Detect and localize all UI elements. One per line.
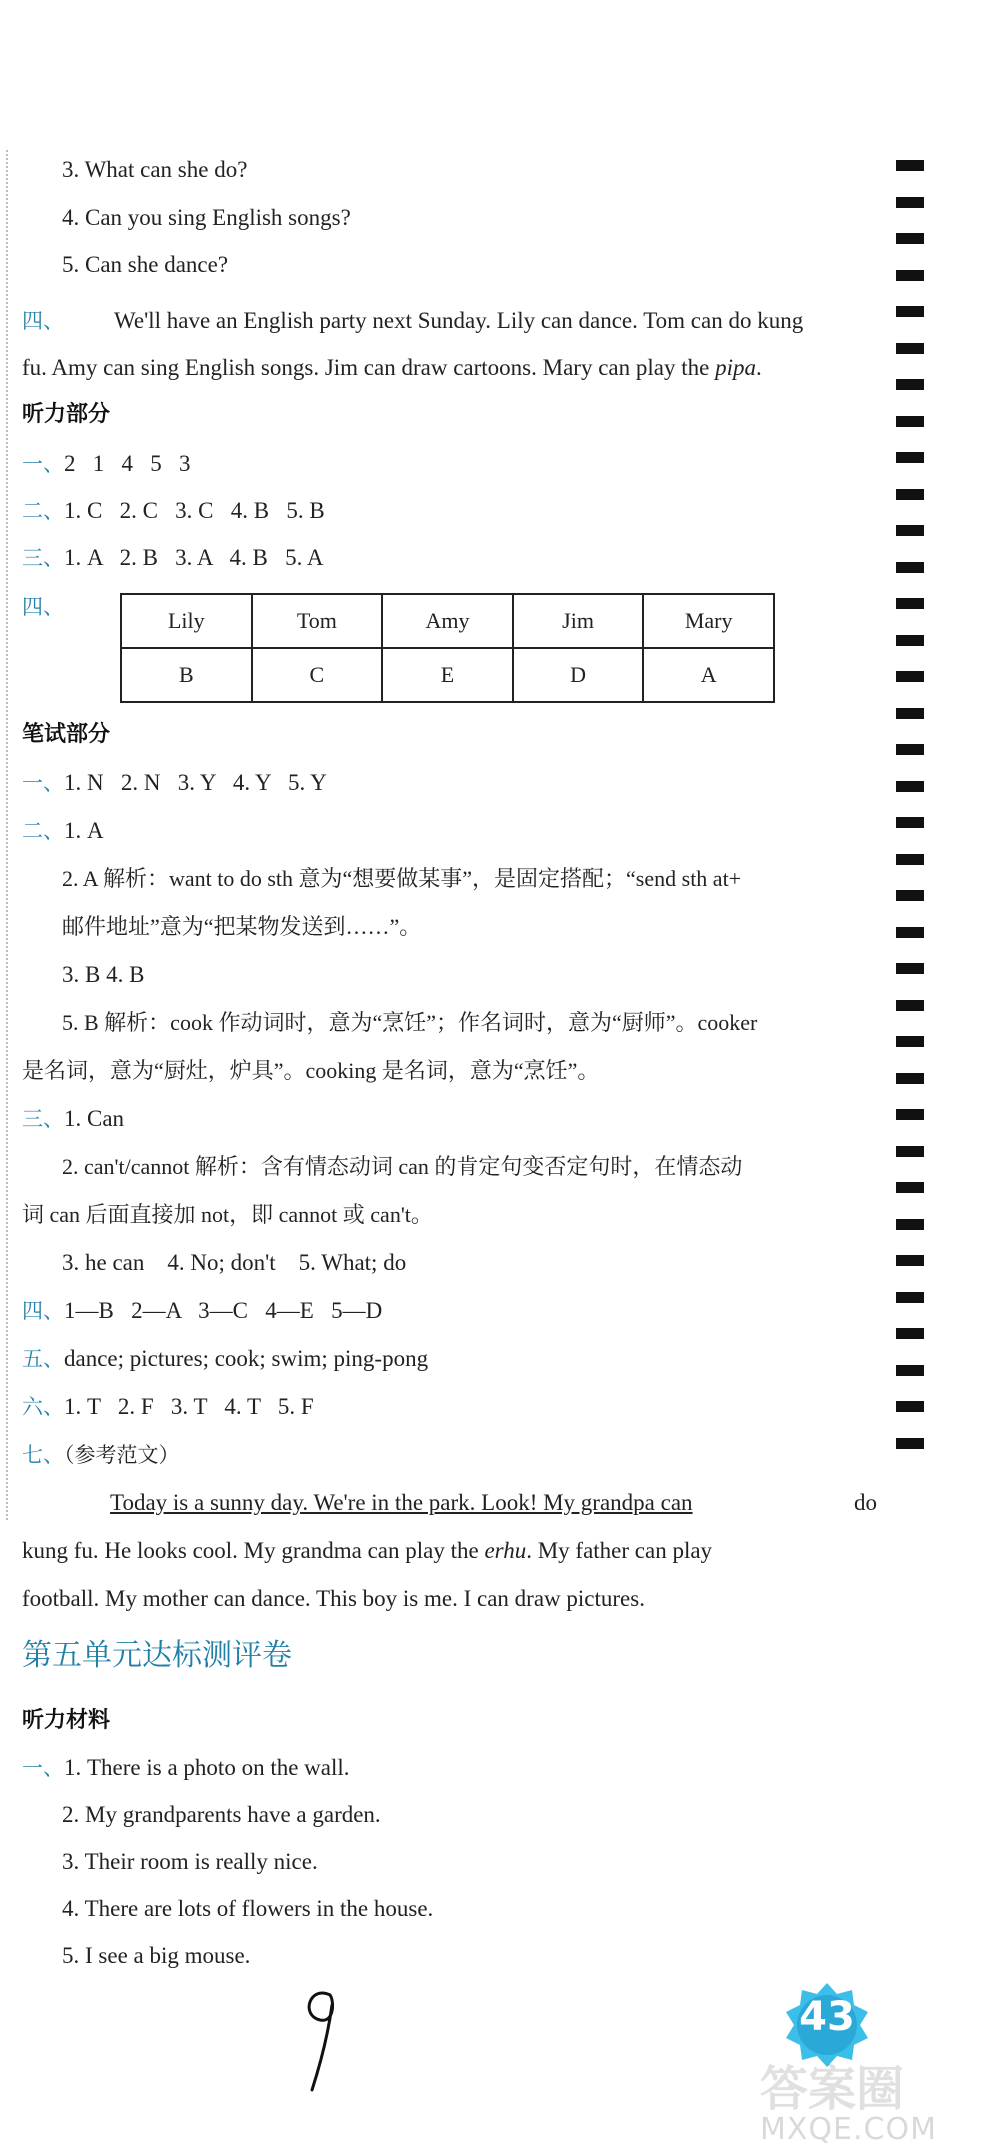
essay-line-1: [22, 1488, 877, 1518]
binding-mark: [896, 1255, 924, 1266]
passage-italic-word: pipa: [715, 355, 756, 380]
handwritten-mark: [290, 1975, 350, 2095]
written-answer-2d-line2: 是名词，意为“厨灶，炉具”。cooking 是名词，意为“烹饪”。: [22, 1058, 600, 1083]
passage-text-2: fu. Amy can sing English songs. Jim can draw cartoons. Mary can play the: [22, 355, 716, 380]
binding-mark: [896, 1146, 924, 1157]
binding-mark: [896, 306, 924, 317]
listening-heading: 听力部分: [22, 402, 111, 427]
table-cell: Lily: [121, 594, 252, 648]
page-edge-dotted: [6, 150, 8, 1520]
passage-period: .: [755, 355, 762, 380]
binding-mark: [896, 1036, 924, 1047]
unit5-sentence-1: [22, 1753, 350, 1783]
label-three: 三、: [22, 546, 64, 570]
reference-note: （参考范文）: [64, 1443, 180, 1467]
binding-mark: [896, 1000, 924, 1011]
watermark-text-1: 答案圈: [760, 2061, 905, 2117]
unit5-sentence-4: 4. There are lots of flowers in the house.: [62, 1896, 434, 1921]
sentence-text: 1. There is a photo on the wall.: [64, 1755, 350, 1780]
binding-mark: [896, 452, 924, 463]
written-answer-2b-line2: 邮件地址”意为“把某物发送到……”。: [62, 914, 422, 939]
question-4: 4. Can you sing English songs?: [62, 205, 351, 230]
binding-mark: [896, 854, 924, 865]
binding-mark: [896, 562, 924, 573]
table-row: [121, 648, 774, 702]
table-cell: A: [643, 648, 774, 702]
binding-mark: [896, 525, 924, 536]
unit5-sentence-2: 2. My grandparents have a garden.: [62, 1802, 381, 1827]
table-cell: E: [382, 648, 513, 702]
label-two: 二、: [22, 499, 64, 523]
binding-mark: [896, 671, 924, 682]
binding-mark: [896, 1365, 924, 1376]
table-cell: Jim: [513, 594, 644, 648]
written-answer-2d-line1: 5. B 解析：cook 作动词时，意为“烹饪”；作名词时，意为“厨师”。cooker: [62, 1010, 758, 1035]
written-answer-1: [22, 768, 327, 798]
answer-text: 1. N 2. N 3. Y 4. Y 5. Y: [64, 770, 327, 795]
binding-mark: [896, 781, 924, 792]
written-answer-3b-line1: 2. can't/cannot 解析：含有情态动词 can 的肯定句变否定句时，在情态动: [62, 1154, 743, 1179]
label-five: 五、: [22, 1347, 64, 1371]
written-answer-6: [22, 1392, 314, 1422]
table-header-row: [121, 594, 774, 648]
written-answer-5: [22, 1344, 428, 1374]
label-four: 四、: [22, 1299, 64, 1323]
label-six: 六、: [22, 1395, 64, 1419]
binding-marks: [896, 160, 926, 1474]
listening-answer-3: [22, 543, 323, 573]
label-seven: 七、: [22, 1443, 64, 1467]
table-cell: D: [513, 648, 644, 702]
unit5-heading: 听力材料: [22, 1708, 111, 1733]
listening-answer-2: [22, 496, 325, 526]
binding-mark: [896, 233, 924, 244]
written-answer-2b-line1: 2. A 解析：want to do sth 意为“想要做某事”，是固定搭配；“send sth at+: [62, 866, 742, 891]
binding-mark: [896, 598, 924, 609]
watermark-logo: [720, 2050, 990, 2150]
binding-mark: [896, 927, 924, 938]
answer-text: 2 1 4 5 3: [64, 451, 191, 476]
binding-mark: [896, 379, 924, 390]
part4-passage-line2: [22, 353, 762, 383]
table-cell: C: [252, 648, 383, 702]
table-cell: Amy: [382, 594, 513, 648]
binding-mark: [896, 343, 924, 354]
answer-text: 1. A 2. B 3. A 4. B 5. A: [64, 545, 324, 570]
page-number: 43: [799, 1994, 855, 2040]
watermark-text-2: MXQE.COM: [760, 2112, 937, 2147]
binding-mark: [896, 197, 924, 208]
label-one: 一、: [22, 452, 64, 476]
binding-mark: [896, 963, 924, 974]
binding-mark: [896, 1182, 924, 1193]
binding-mark: [896, 1292, 924, 1303]
label-one: 一、: [22, 1756, 64, 1780]
binding-mark: [896, 1328, 924, 1339]
binding-mark: [896, 270, 924, 281]
binding-mark: [896, 1438, 924, 1449]
binding-mark: [896, 160, 924, 171]
answer-text: dance; pictures; cook; swim; ping-pong: [64, 1346, 429, 1371]
question-3: 3. What can she do?: [62, 157, 248, 182]
written-answer-7-label: [22, 1440, 180, 1470]
answer-text: 1. T 2. F 3. T 4. T 5. F: [64, 1394, 314, 1419]
table-cell: Mary: [643, 594, 774, 648]
label-two: 二、: [22, 819, 64, 843]
question-5: 5. Can she dance?: [62, 252, 229, 277]
binding-mark: [896, 416, 924, 427]
binding-mark: [896, 1109, 924, 1120]
table-cell: Tom: [252, 594, 383, 648]
binding-mark: [896, 744, 924, 755]
written-heading: 笔试部分: [22, 722, 111, 747]
binding-mark: [896, 890, 924, 901]
binding-mark: [896, 1073, 924, 1084]
binding-mark: [896, 635, 924, 646]
listening-answer-4-label: [22, 592, 64, 622]
answer-text: 1. Can: [64, 1106, 125, 1131]
written-answer-4: [22, 1296, 382, 1326]
essay-underlined: Today is a sunny day. We're in the park. Look! My grandpa can: [110, 1490, 693, 1515]
written-answer-2a: [22, 816, 104, 846]
unit5-sentence-3: 3. Their room is really nice.: [62, 1849, 318, 1874]
answer-text: 1. A: [64, 818, 104, 843]
essay-line-3: football. My mother can dance. This boy is me. I can draw pictures.: [22, 1586, 645, 1611]
written-answer-2c: 3. B 4. B: [62, 962, 145, 987]
binding-mark: [896, 1219, 924, 1230]
unit5-sentence-5: 5. I see a big mouse.: [62, 1943, 251, 1968]
unit5-title: 第五单元达标测评卷: [22, 1638, 292, 1673]
essay-text: kung fu. He looks cool. My grandma can play the: [22, 1538, 485, 1563]
written-answer-3c: 3. he can 4. No; don't 5. What; do: [62, 1250, 407, 1275]
binding-mark: [896, 708, 924, 719]
label-four: 四、: [22, 595, 64, 619]
label-three: 三、: [22, 1107, 64, 1131]
label-one: 一、: [22, 771, 64, 795]
answer-text: 1—B 2—A 3—C 4—E 5—D: [64, 1298, 383, 1323]
written-answer-3b-line2: 词 can 后面直接加 not，即 cannot 或 can't。: [22, 1202, 433, 1227]
part4-passage-line1: [22, 306, 803, 336]
essay-italic-word: erhu: [484, 1538, 527, 1563]
passage-text-1: We'll have an English party next Sunday. Lily can dance. Tom can do kung: [114, 308, 804, 333]
essay-line-2: [22, 1536, 712, 1566]
listening-answer-1: [22, 449, 191, 479]
part4-label: 四、: [22, 309, 64, 333]
binding-mark: [896, 1401, 924, 1412]
essay-rest: do: [854, 1490, 877, 1515]
essay-text: . My father can play: [526, 1538, 713, 1563]
answer-text: 1. C 2. C 3. C 4. B 5. B: [64, 498, 325, 523]
binding-mark: [896, 817, 924, 828]
matching-table: [120, 593, 775, 703]
written-answer-3a: [22, 1104, 124, 1134]
table-cell: B: [121, 648, 252, 702]
binding-mark: [896, 489, 924, 500]
